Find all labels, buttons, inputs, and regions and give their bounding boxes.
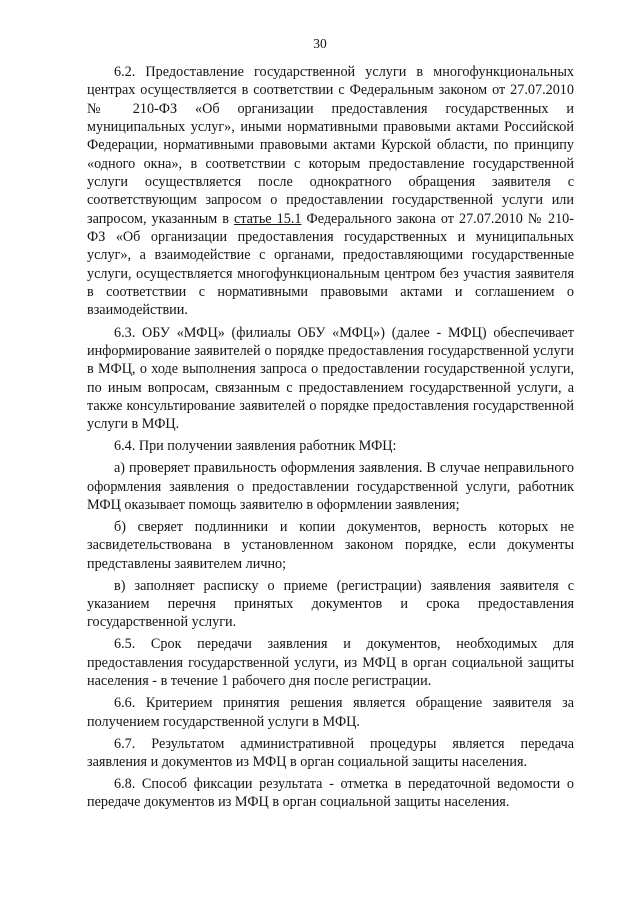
paragraph-6-6: 6.6. Критерием принятия решения является обращение заявителя за получением государственной услуги в МФЦ. — [87, 695, 574, 730]
page-number: 30 — [313, 36, 327, 51]
paragraph-6-2-start: 6.2. Предоставление государственной услуги в многофункциональных центрах осуществляется в соответствии с Федеральным законом от 27.07.2010 № 210-ФЗ «Об организации предоставления государственных и муниципальных услуг», иными нормативными правовыми актами Российской Федерации, нормативными правовыми актами Курской области, по принципу «одного окна», в соответствии с которым предоставление государственной услуги осуществляется после однократного обращения заявителя с соответствующим запросом о предоставлении государственной услуги или запросом, указанным в — [87, 64, 574, 227]
paragraph-6-4-a: а) проверяет правильность оформления заявления. В случае неправильного оформления заявления о предоставлении государственной услуги, работник МФЦ оказывает помощь заявителю в оформлении заявления; — [87, 460, 574, 513]
paragraph-6-4-b: б) сверяет подлинники и копии документов, верность которых не засвидетельствована в установленном законом порядке, если документы представлены заявителем лично; — [87, 519, 574, 572]
document-body — [87, 63, 574, 815]
paragraph-6-4-c: в) заполняет расписку о приеме (регистрации) заявления заявителя с указанием перечня принятых документов и срока предоставления государственной услуги. — [87, 577, 574, 631]
law-article-link[interactable]: статье 15.1 — [234, 210, 302, 227]
paragraph-6-4: 6.4. При получении заявления работник МФЦ: — [114, 438, 397, 455]
paragraph-6-7: 6.7. Результатом административной процедуры является передача заявления и документов из МФЦ в орган социальной защиты населения. — [87, 735, 574, 770]
paragraph-6-2-end: Федерального закона от 27.07.2010 № 210-ФЗ «Об организации предоставления государственных и муниципальных услуг», а взаимодействие с органами, предоставляющими государственные услуги, осуществляется многофункциональным центром без участия заявителя в соответствии с нормативными правовыми актами и соглашением о взаимодействии. — [87, 210, 574, 319]
paragraph-6-3: 6.3. ОБУ «МФЦ» (филиалы ОБУ «МФЦ») (далее - МФЦ) обеспечивает информирование заявителей о порядке предоставления государственной услуги в МФЦ, о ходе выполнения запроса о предоставлении государственной услуги, по иным вопросам, связанным с предоставлением государственной услуги, а также консультирование заявителей о порядке предоставления государственной услуги в МФЦ. — [87, 324, 574, 433]
paragraph-6-8: 6.8. Способ фиксации результата - отметка в передаточной ведомости о передаче документов из МФЦ в орган социальной защиты населения. — [87, 775, 574, 811]
paragraph-6-5: 6.5. Срок передачи заявления и документов, необходимых для предоставления государственной услуги, из МФЦ в орган социальной защиты населения - в течение 1 рабочего дня после регистрации. — [87, 636, 574, 690]
paragraph-6-2 — [87, 63, 574, 320]
